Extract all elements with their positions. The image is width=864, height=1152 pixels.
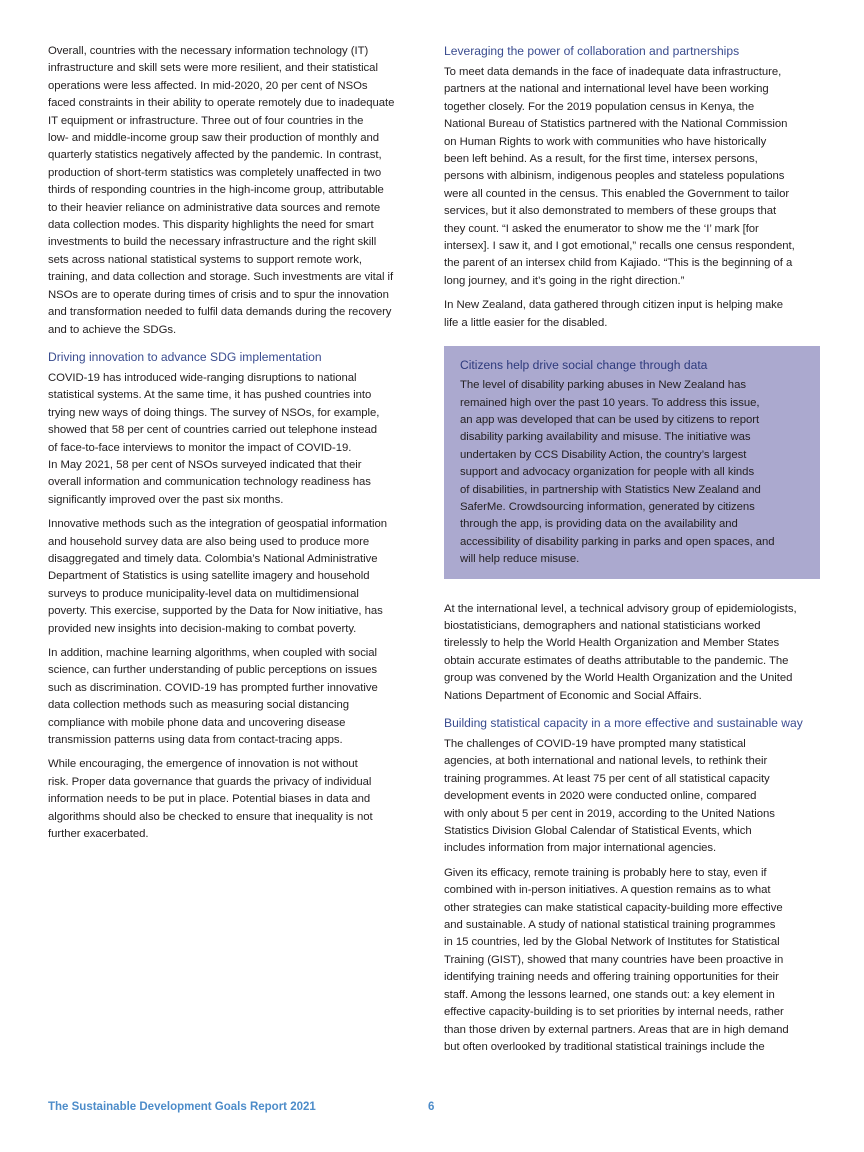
paragraph-data-governance: While encouraging, the emergence of innovation is not without risk. Proper data governance that guards the privacy of individual information needs to be put in place. Potential biases in data and algorithms should also be checked to ensure that inequality is not further exacerbated.	[48, 758, 373, 841]
section-heading-capacity: Building statistical capacity in a more effective and sustainable way	[444, 716, 803, 730]
page-number: 6	[428, 1101, 435, 1113]
paragraph-remote-training: Given its efficacy, remote training is probably here to stay, even if combined with in-person initiatives. A question remains as to what other strategies can make statistical capacity-building more effective and sustainable. A study of national statistical training programmes in 15 countries, led by the Global Network of Institutes for Statistical Training (GIST), showed that many countries have been proactive in identifying training needs and offering training opportunities for their staff. Among the lessons learned, one stands out: a key element in effective capacity-building is to set priorities by internal needs, rather than those driven by external partners. Areas that are in high demand but often overlooked by traditional statistical trainings include the	[444, 866, 789, 1053]
report-title: The Sustainable Development Goals Report 2021	[48, 1101, 316, 1113]
paragraph-geospatial: Innovative methods such as the integration of geospatial information and household survey data are also being used to produce more disaggregated and timely data. Colombia’s National Administrative Department of Statistics is using satellite imagery and household surveys to produce municipality-level data on multidimensional poverty. This exercise, supported by the Data for Now initiative, has provided new insights into decision-making to combat poverty.	[48, 518, 388, 635]
callout-box	[444, 346, 820, 578]
left-column	[48, 43, 420, 850]
section-heading-collaboration: Leveraging the power of collaboration and partnerships	[444, 44, 740, 58]
right-column	[444, 43, 820, 1063]
paragraph-kenya-census: To meet data demands in the face of inadequate data infrastructure, partners at the national and international level have been working together closely. For the 2019 population census in Kenya, the National Bureau of Statistics partnered with the National Commission on Human Rights to work with communities who have historically been left behind. As a result, for the first time, intersex persons, persons with albinism, indigenous peoples and stateless populations were all counted in the census. This enabled the Government to tailor services, but it also demonstrated to members of these groups that they count. “I asked the enumerator to show me the ‘I’ mark [for intersex]. I saw it, and I got emotional,” recalls one census respondent, the parent of an intersex child from Kajiado. “This is the beginning of a long journey, and it’s going in the right direction.”	[444, 66, 795, 287]
callout-body: The level of disability parking abuses in New Zealand has remained high over the past 10 years. To address this issue, an app was developed that can be used by citizens to report disability parking availability and misuse. The initiative was undertaken by CCS Disability Action, the country’s largest support and advocacy organization for people with all kinds of disabilities, in partnership with Statistics New Zealand and SaferMe. Crowdsourcing information, generated by citizens through the app, is providing data on the availability and accessibility of disability parking in parks and open spaces, and will help reduce misuse.	[460, 379, 775, 566]
callout-heading: Citizens help drive social change through data	[460, 358, 708, 373]
page-footer	[48, 1101, 435, 1113]
paragraph-international-level: At the international level, a technical advisory group of epidemiologists, biostatisticians, demographers and national statisticians worked tirelessly to help the World Health Organization and Member States obtain accurate estimates of deaths attributable to the pandemic. The group was convened by the World Health Organization and the United Nations Department of Economic and Social Affairs.	[444, 602, 797, 702]
paragraph-challenges: The challenges of COVID-19 have prompted many statistical agencies, at both international and national levels, to rethink their training programmes. At least 75 per cent of all statistical capacity development events in 2020 were conducted online, compared with only about 5 per cent in 2019, according to the United Nations Statistics Division Global Calendar of Statistical Events, which includes information from major international agencies.	[444, 738, 775, 855]
paragraph-new-zealand: In New Zealand, data gathered through citizen input is helping make life a little easier for the disabled.	[444, 299, 784, 329]
paragraph-machine-learning: In addition, machine learning algorithms, when coupled with social science, can further understanding of public perceptions on issues such as discrimination. COVID-19 has prompted further innovative data collection methods such as measuring social distancing compliance with mobile phone data and uncovering disease transmission patterns using data from contact-tracing apps.	[48, 647, 378, 747]
section-heading-innovation: Driving innovation to advance SDG implementation	[48, 349, 322, 364]
paragraph-it-resilience: Overall, countries with the necessary information technology (IT) infrastructure and skill sets were more resilient, and their statistical operations were less affected. In mid-2020, 20 per cent of NSOs faced constraints in their ability to operate remotely due to inadequate IT equipment or infrastructure. Three out of four countries in the low- and middle-income group saw their production of monthly and quarterly statistics negatively affected by the pandemic. In contrast, production of short-term statistics was completely unaffected in two thirds of responding countries in the high-income group, attributable to their heavier reliance on administrative data sources and remote data collection modes. This disparity highlights the need for smart investments to build the necessary infrastructure and the right skill sets across national statistical systems to support remote work, training, and data collection and storage. Such investments are vital if NSOs are to operate during times of crisis and to spur the innovation and transformation needed to fulfil data demands during the recovery and to achieve the SDGs.	[48, 45, 395, 336]
paragraph-disruptions: COVID-19 has introduced wide-ranging disruptions to national statistical systems. At the same time, it has pushed countries into trying new ways of doing things. The survey of NSOs, for example, showed that 58 per cent of countries carried out telephone instead of face-to-face interviews to monitor the impact of COVID-19. In May 2021, 58 per cent of NSOs surveyed indicated that their overall information and communication technology readiness has significantly improved over the past six months.	[48, 371, 380, 506]
